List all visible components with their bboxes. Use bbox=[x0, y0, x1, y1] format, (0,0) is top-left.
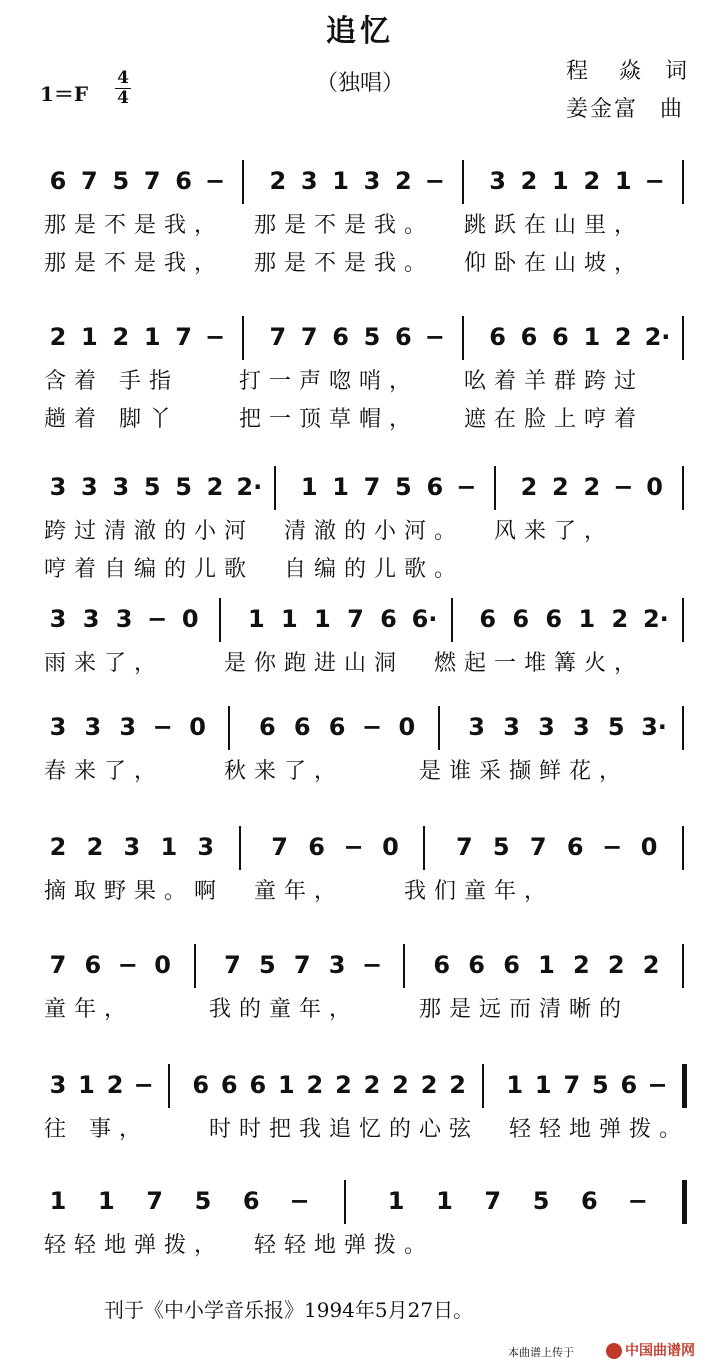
dash-note: − bbox=[424, 323, 445, 351]
lyric-line: 那是不是我， 那是不是我。 跳跃在山里， bbox=[44, 213, 644, 238]
dash-note: − bbox=[205, 167, 226, 195]
score-system bbox=[0, 944, 720, 1054]
note: 6 bbox=[332, 323, 349, 351]
note: 2 bbox=[395, 167, 412, 195]
bar-line bbox=[239, 826, 241, 870]
note: 1 bbox=[534, 1071, 552, 1099]
time-sig-top: 4 bbox=[117, 68, 129, 88]
key-signature: 1＝F bbox=[40, 82, 89, 106]
note: 2· bbox=[642, 605, 669, 633]
time-sig-bottom: 4 bbox=[117, 88, 129, 108]
note: 7 bbox=[347, 605, 364, 633]
score-system bbox=[0, 826, 720, 936]
note: 1 bbox=[614, 167, 632, 195]
note: 3 bbox=[82, 605, 100, 633]
note: 2 bbox=[420, 1071, 438, 1099]
note: 2 bbox=[520, 473, 538, 501]
note: 3 bbox=[49, 1071, 67, 1099]
dash-note: − bbox=[613, 473, 634, 501]
note: 6· bbox=[411, 605, 438, 633]
note: 6 bbox=[192, 1071, 210, 1099]
bar-line bbox=[423, 826, 425, 870]
note: 5 bbox=[112, 167, 130, 195]
note: 1 bbox=[387, 1187, 405, 1215]
note: 2 bbox=[112, 323, 130, 351]
note: 2 bbox=[583, 167, 601, 195]
note: 6 bbox=[220, 1071, 238, 1099]
note: 3· bbox=[641, 713, 667, 741]
note: 2 bbox=[269, 167, 287, 195]
score-system bbox=[0, 1064, 720, 1174]
bar-line bbox=[274, 466, 276, 510]
bar-line bbox=[194, 944, 196, 988]
bar-line bbox=[438, 706, 440, 750]
note: 6 bbox=[552, 323, 569, 351]
note: 6 bbox=[308, 833, 325, 861]
note: 1 bbox=[247, 605, 265, 633]
note: 2 bbox=[335, 1071, 352, 1099]
note: 2 bbox=[86, 833, 104, 861]
note: 6 bbox=[249, 1071, 267, 1099]
end-bar-line bbox=[682, 1064, 687, 1108]
note: 6 bbox=[328, 713, 346, 741]
notation-line bbox=[0, 1180, 720, 1220]
dash-note: − bbox=[205, 323, 226, 351]
note: 6 bbox=[242, 1187, 260, 1215]
note: 1 bbox=[97, 1187, 115, 1215]
note: 2 bbox=[49, 833, 67, 861]
note: 2 bbox=[206, 473, 224, 501]
note: 7 bbox=[529, 833, 547, 861]
note: 7 bbox=[455, 833, 473, 861]
dash-note: − bbox=[152, 713, 173, 741]
notation-line bbox=[0, 466, 720, 506]
note: 1 bbox=[49, 1187, 67, 1215]
lyric-line: 哼着自编的儿歌 自编的儿歌。 bbox=[44, 557, 464, 582]
dash-note: − bbox=[647, 1071, 668, 1099]
note: 0 bbox=[382, 833, 399, 861]
time-signature bbox=[115, 70, 131, 107]
lyric-line: 那是不是我， 那是不是我。 仰卧在山坡， bbox=[44, 251, 644, 276]
note: 6 bbox=[545, 605, 563, 633]
dash-note: − bbox=[362, 951, 383, 979]
notation-line bbox=[0, 1064, 720, 1104]
dash-note: − bbox=[289, 1187, 310, 1215]
bar-line bbox=[451, 598, 453, 642]
note: 3 bbox=[49, 605, 67, 633]
note: 0 bbox=[640, 833, 658, 861]
lyric-line: 童年， 我的童年， 那是远而清晰的 bbox=[44, 997, 629, 1022]
song-title: 追忆 bbox=[326, 14, 394, 49]
note: 3 bbox=[300, 167, 318, 195]
note: 3 bbox=[119, 713, 137, 741]
note: 2 bbox=[449, 1071, 466, 1099]
notation-line bbox=[0, 598, 720, 638]
publication-note: 刊于《中小学音乐报》1994年5月27日。 bbox=[104, 1298, 474, 1322]
note: 6 bbox=[479, 605, 497, 633]
note: 2 bbox=[552, 473, 569, 501]
note: 6 bbox=[293, 713, 311, 741]
note: 1 bbox=[314, 605, 331, 633]
lyric-line: 含着 手指 打一声唿哨， 吆着羊群跨过 bbox=[44, 369, 644, 394]
note: 3 bbox=[84, 713, 102, 741]
note: 1 bbox=[332, 167, 349, 195]
bar-line bbox=[344, 1180, 346, 1224]
note: 3 bbox=[363, 167, 381, 195]
note: 2 bbox=[306, 1071, 324, 1099]
note: 2 bbox=[106, 1071, 124, 1099]
bar-line bbox=[242, 160, 244, 204]
note: 6 bbox=[49, 167, 67, 195]
score-system bbox=[0, 598, 720, 708]
note: 6 bbox=[489, 323, 506, 351]
note: 7 bbox=[300, 323, 318, 351]
note: 5 bbox=[363, 323, 381, 351]
score-system bbox=[0, 706, 720, 816]
dash-note: − bbox=[456, 473, 477, 501]
note: 6 bbox=[512, 605, 530, 633]
note: 5 bbox=[607, 713, 625, 741]
performance-type: （独唱） bbox=[315, 71, 404, 96]
bar-line bbox=[462, 316, 464, 360]
note: 6 bbox=[566, 833, 584, 861]
note: 2 bbox=[363, 1071, 381, 1099]
note: 2 bbox=[583, 473, 601, 501]
note: 2 bbox=[607, 951, 625, 979]
bar-line bbox=[168, 1064, 170, 1108]
note: 5 bbox=[532, 1187, 550, 1215]
site-logo: 中国曲谱网 bbox=[606, 1340, 695, 1360]
bar-line bbox=[242, 316, 244, 360]
note: 3 bbox=[81, 473, 98, 501]
note: 6 bbox=[620, 1071, 638, 1099]
note: 2 bbox=[520, 167, 538, 195]
note: 3 bbox=[468, 713, 485, 741]
note: 6 bbox=[520, 323, 538, 351]
bar-line bbox=[482, 1064, 484, 1108]
lyric-line: 雨来了， 是你跑进山洞 燃起一堆篝火， bbox=[44, 651, 644, 676]
note: 1 bbox=[552, 167, 569, 195]
note: 3 bbox=[197, 833, 215, 861]
bar-line bbox=[494, 466, 496, 510]
bar-line bbox=[682, 160, 684, 204]
note: 1 bbox=[332, 473, 349, 501]
note: 2· bbox=[644, 323, 671, 351]
note: 5 bbox=[258, 951, 276, 979]
note: 7 bbox=[224, 951, 241, 979]
note: 2 bbox=[614, 323, 632, 351]
upload-note: 本曲谱上传于 bbox=[508, 1346, 574, 1359]
dash-note: − bbox=[644, 167, 665, 195]
bar-line bbox=[682, 466, 684, 510]
note: 3 bbox=[123, 833, 141, 861]
note: 2· bbox=[236, 473, 263, 501]
note: 1 bbox=[78, 1071, 95, 1099]
note: 2 bbox=[572, 951, 590, 979]
composer-credit: 姜金富 曲 bbox=[566, 97, 685, 122]
note: 3 bbox=[503, 713, 520, 741]
dash-note: − bbox=[343, 833, 364, 861]
bar-line bbox=[682, 706, 684, 750]
lyric-line: 摘取野果。啊 童年， 我们童年， bbox=[44, 879, 554, 904]
note: 6 bbox=[581, 1187, 598, 1215]
lyric-line: 趟着 脚丫 把一顶草帽， 遮在脸上哼着 bbox=[44, 407, 644, 432]
note: 5 bbox=[395, 473, 412, 501]
note: 1 bbox=[278, 1071, 295, 1099]
notation-line bbox=[0, 826, 720, 866]
note: 0 bbox=[646, 473, 663, 501]
bar-line bbox=[403, 944, 405, 988]
note: 0 bbox=[189, 713, 206, 741]
note: 6 bbox=[175, 167, 192, 195]
note: 0 bbox=[154, 951, 171, 979]
note: 1 bbox=[506, 1071, 524, 1099]
note: 7 bbox=[563, 1071, 581, 1099]
note: 2 bbox=[611, 605, 629, 633]
note: 6 bbox=[426, 473, 444, 501]
bar-line bbox=[682, 316, 684, 360]
note: 7 bbox=[143, 167, 161, 195]
note: 7 bbox=[484, 1187, 502, 1215]
note: 7 bbox=[363, 473, 381, 501]
score-system bbox=[0, 1180, 720, 1290]
note: 3 bbox=[328, 951, 346, 979]
site-logo-icon bbox=[606, 1343, 622, 1359]
bar-line bbox=[682, 598, 684, 642]
note: 5 bbox=[492, 833, 510, 861]
note: 1 bbox=[436, 1187, 453, 1215]
note: 7 bbox=[271, 833, 288, 861]
dash-note: − bbox=[133, 1071, 154, 1099]
bar-line bbox=[219, 598, 221, 642]
lyric-line: 跨过清澈的小河 清澈的小河。 风来了， bbox=[44, 519, 614, 544]
lyric-line: 春来了， 秋来了， 是谁采撷鲜花， bbox=[44, 759, 629, 784]
note: 7 bbox=[146, 1187, 163, 1215]
lyricist-credit: 程 焱 词 bbox=[566, 59, 700, 84]
note: 6 bbox=[380, 605, 397, 633]
note: 5 bbox=[194, 1187, 212, 1215]
note: 1 bbox=[583, 323, 601, 351]
note: 1 bbox=[578, 605, 596, 633]
dash-note: − bbox=[602, 833, 623, 861]
note: 3 bbox=[112, 473, 130, 501]
note: 6 bbox=[84, 951, 102, 979]
note: 3 bbox=[538, 713, 555, 741]
dash-note: − bbox=[627, 1187, 648, 1215]
note: 2 bbox=[392, 1071, 409, 1099]
note: 6 bbox=[395, 323, 412, 351]
score-system bbox=[0, 466, 720, 582]
note: 3 bbox=[49, 473, 67, 501]
note: 5 bbox=[175, 473, 192, 501]
lyric-line: 往 事， 时时把我追忆的心弦 轻轻地弹拨。 bbox=[44, 1117, 689, 1142]
dash-note: − bbox=[147, 605, 168, 633]
bar-line bbox=[682, 826, 684, 870]
note: 6 bbox=[433, 951, 451, 979]
note: 5 bbox=[592, 1071, 609, 1099]
note: 2 bbox=[642, 951, 660, 979]
note: 0 bbox=[398, 713, 416, 741]
dash-note: − bbox=[362, 713, 383, 741]
note: 3 bbox=[572, 713, 590, 741]
notation-line bbox=[0, 706, 720, 746]
score-system bbox=[0, 160, 720, 276]
note: 3 bbox=[49, 713, 67, 741]
note: 7 bbox=[175, 323, 192, 351]
lyric-line: 轻轻地弹拨， 轻轻地弹拨。 bbox=[44, 1233, 434, 1258]
note: 1 bbox=[143, 323, 161, 351]
note: 5 bbox=[143, 473, 161, 501]
notation-line bbox=[0, 160, 720, 200]
note: 1 bbox=[300, 473, 318, 501]
note: 1 bbox=[81, 323, 98, 351]
note: 6 bbox=[258, 713, 276, 741]
score-system bbox=[0, 316, 720, 432]
bar-line bbox=[462, 160, 464, 204]
note: 1 bbox=[281, 605, 298, 633]
bar-line bbox=[228, 706, 230, 750]
bar-line bbox=[682, 944, 684, 988]
note: 7 bbox=[81, 167, 98, 195]
note: 3 bbox=[115, 605, 133, 633]
note: 2 bbox=[49, 323, 67, 351]
note: 7 bbox=[49, 951, 67, 979]
dash-note: − bbox=[424, 167, 445, 195]
note: 6 bbox=[503, 951, 520, 979]
note: 1 bbox=[538, 951, 555, 979]
dash-note: − bbox=[117, 951, 138, 979]
note: 6 bbox=[468, 951, 485, 979]
notation-line bbox=[0, 944, 720, 984]
note: 3 bbox=[489, 167, 506, 195]
note: 0 bbox=[181, 605, 199, 633]
note: 1 bbox=[160, 833, 178, 861]
note: 7 bbox=[293, 951, 311, 979]
note: 7 bbox=[269, 323, 287, 351]
notation-line bbox=[0, 316, 720, 356]
end-bar-line bbox=[682, 1180, 687, 1224]
